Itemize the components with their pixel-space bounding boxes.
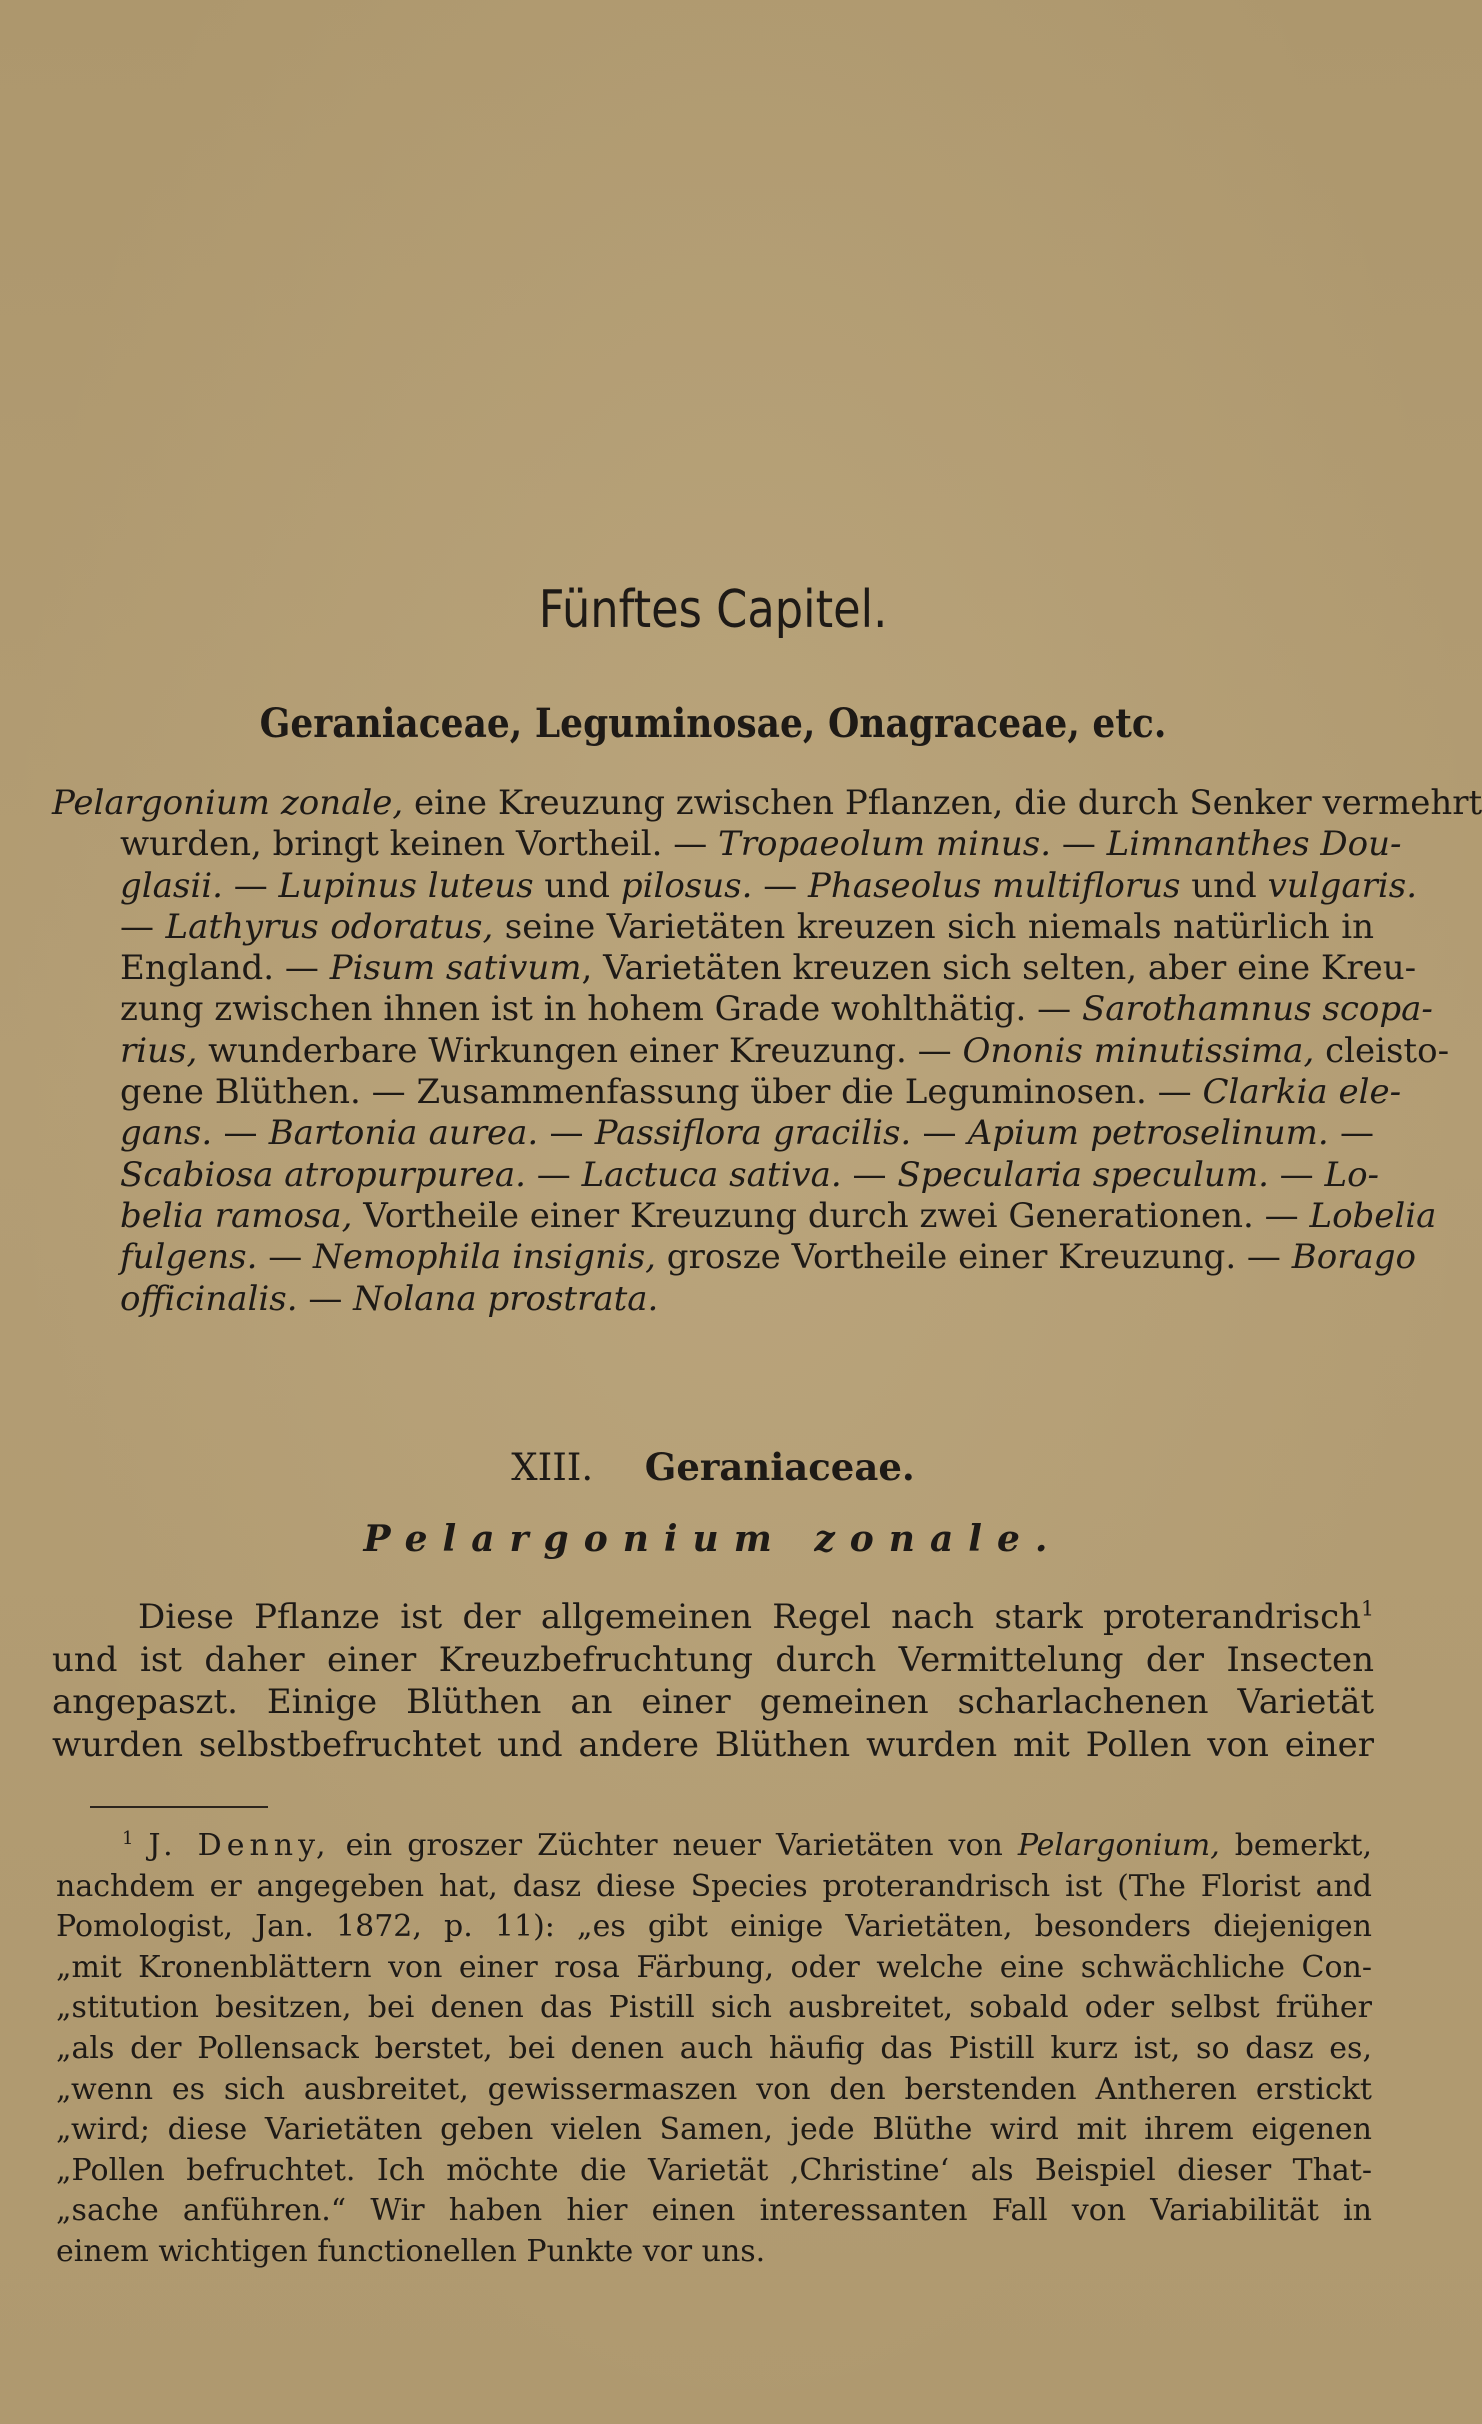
summary-text: und [1180,865,1268,906]
footnote-line: Pomologist, Jan. 1872, p. 11): „es gibt einige Varietäten, besonders diejenigen [56,1909,1372,1945]
footnote-line: „stitution besitzen, bei denen das Pistill sich ausbreitet, sobald oder selbst früher [56,1990,1372,2026]
summary-line [52,1237,1416,1278]
taxon-name: Nolana prostrata. [353,1278,659,1319]
taxon-name: Pelargonium zonale, [52,783,404,823]
taxon-name: belia ramosa, [120,1195,353,1236]
summary-line [52,1113,1374,1154]
summary-text: — [1268,1154,1325,1195]
footnote-number: 1 [122,1828,134,1849]
taxon-name: pilosus. [620,865,753,906]
summary-text: — [911,1113,968,1154]
taxon-name: vulgaris. [1267,865,1418,906]
taxon-name: Clarkia ele- [1202,1072,1402,1113]
summary-text: grosze Vortheile einer Kreuzung. — [656,1237,1292,1278]
taxon-name: Nemophila insignis, [313,1237,656,1278]
taxon-name: Sarothamnus scopa- [1081,989,1433,1030]
summary-line [52,1072,1402,1113]
chapter-title: Fünftes Capitel. [538,580,888,640]
taxon-name: rius, [120,1030,198,1071]
summary-text: wurden, bringt keinen Vortheil. — [120,824,719,865]
taxon-name: Borago [1291,1237,1416,1278]
summary-text: — [257,1237,314,1278]
section-heading [0,1445,1426,1489]
taxon-name: Specularia speculum. [897,1154,1269,1195]
footnote-divider [90,1806,268,1808]
footnote [56,1826,1372,2273]
summary-line [52,1195,1437,1237]
summary-text: eine Kreuzung zwischen Pflanzen, die durch Senker vermehrt [403,783,1482,823]
taxon-name: gans. [120,1113,213,1154]
summary-text: seine Varietäten kreuzen sich niemals natürlich in [493,906,1374,947]
taxon-name: Apium petroselinum. [967,1113,1329,1154]
footnote-line: „als der Pollensack berstet, bei denen auch häufig das Pistill kurz ist, so dasz es, [56,2030,1372,2066]
summary-line [52,948,1417,989]
summary-text: — [752,865,809,906]
taxon-name: Pisum sativum [329,948,582,989]
footnote-line: „mit Kronenblättern von einer rosa Färbung, oder welche eine schwächliche Con- [56,1949,1372,1985]
taxon-name: glasii. [120,865,223,906]
summary-text: Vortheile einer Kreuzung durch zwei Generationen. — [352,1195,1310,1236]
summary-text: — [120,906,166,947]
summary-text: — [841,1154,898,1195]
summary-text: cleisto- [1314,1030,1450,1071]
section-number: XIII. [511,1446,594,1489]
footnote-line: „wenn es sich ausbreitet, gewissermaszen von den berstenden Antheren erstickt [56,2071,1372,2107]
summary-line [52,865,1418,907]
taxon-name: Lupinus luteus [278,865,534,906]
summary-text: — [1328,1113,1374,1154]
chapter-subtitle: Geraniaceae, Leguminosae, Onagraceae, etc. [259,700,1167,747]
summary-text: gene Blüthen. — Zusammenfassung über die Leguminosen. — [120,1072,1203,1113]
summary-line [52,783,1482,824]
footnote-line: „wird; diese Varietäten geben vielen Samen, jede Blüthe wird mit ihrem eigenen [56,2112,1372,2148]
summary-text: England. — [120,948,330,989]
taxon-name: Lactuca sativa. [581,1154,842,1195]
taxon-name: Tropaeolum minus. [718,824,1052,865]
taxon-name: Lathyrus odoratus, [165,906,494,947]
summary-text: , Varietäten kreuzen sich selten, aber eine Kreu- [581,948,1417,989]
summary-text: — [212,1113,269,1154]
taxon-name: Limnanthes Dou- [1106,824,1402,865]
body-line: wurden selbstbefruchtet und andere Blüthen wurden mit Pollen von einer [52,1724,1374,1765]
summary-text: — [1051,824,1107,865]
summary-text: — [525,1154,582,1195]
taxon-name: Passiflora gracilis. [594,1113,912,1154]
body-paragraph [52,1596,1374,1766]
taxon-name: Lobelia [1309,1195,1437,1236]
summary-text: zung zwischen ihnen ist in hohem Grade wohlthätig. — [120,989,1082,1030]
taxon-name: Bartonia aurea. [268,1113,539,1154]
summary-line [52,1279,1374,1320]
section-name: Geraniaceae. [644,1445,915,1489]
summary-line [52,989,1433,1030]
genus-heading: Pelargonium zonale. [363,1518,1063,1560]
summary-text: — [297,1278,354,1319]
taxon-name: Phaseolus multiflorus [808,865,1181,906]
taxon-name: officinalis. [120,1278,298,1319]
summary-line [52,1154,1380,1196]
summary-line [52,824,1402,865]
footnote-author: J. Denny, [148,1828,331,1863]
footnote-line: nachdem er angegeben hat, dasz diese Species proterandrisch ist (The Florist and [56,1868,1372,1904]
body-line: angepaszt. Einige Blüthen an einer gemeinen scharlachenen Varietät [52,1682,1374,1722]
chapter-summary [52,783,1482,1320]
summary-text: — [222,865,279,906]
summary-line [52,907,1374,948]
taxon-name: Ononis minutissima, [962,1030,1315,1071]
body-line: Diese Pflanze ist der allgemeinen Regel nach stark proterandrisch$^1$ [138,1596,1374,1637]
footnote-line: „sache anführen.“ Wir haben hier einen interessanten Fall von Variabilität in [56,2193,1372,2229]
footnote-line: „Pollen befruchtet. Ich möchte die Varietät ‚Christine‘ als Beispiel dieser That- [56,2152,1372,2188]
footnote-line: $^1$ J. Denny, ein groszer Züchter neuer Varietäten von Pelargonium, bemerkt, [122,1828,1372,1863]
summary-text: — [538,1113,595,1154]
footnote-line: einem wichtigen functionellen Punkte vor uns. [56,2233,766,2269]
taxon-name: Scabiosa atropurpurea. [120,1154,526,1195]
taxon-name: fulgens. [120,1237,258,1278]
taxon-name: Lo- [1324,1154,1380,1195]
summary-line [52,1030,1450,1072]
footnote-marker: 1 [1361,1596,1374,1621]
summary-text: und [533,865,621,906]
body-line: und ist daher einer Kreuzbefruchtung durch Vermittelung der Insecten [52,1639,1374,1680]
summary-text: wunderbare Wirkungen einer Kreuzung. — [197,1030,963,1071]
